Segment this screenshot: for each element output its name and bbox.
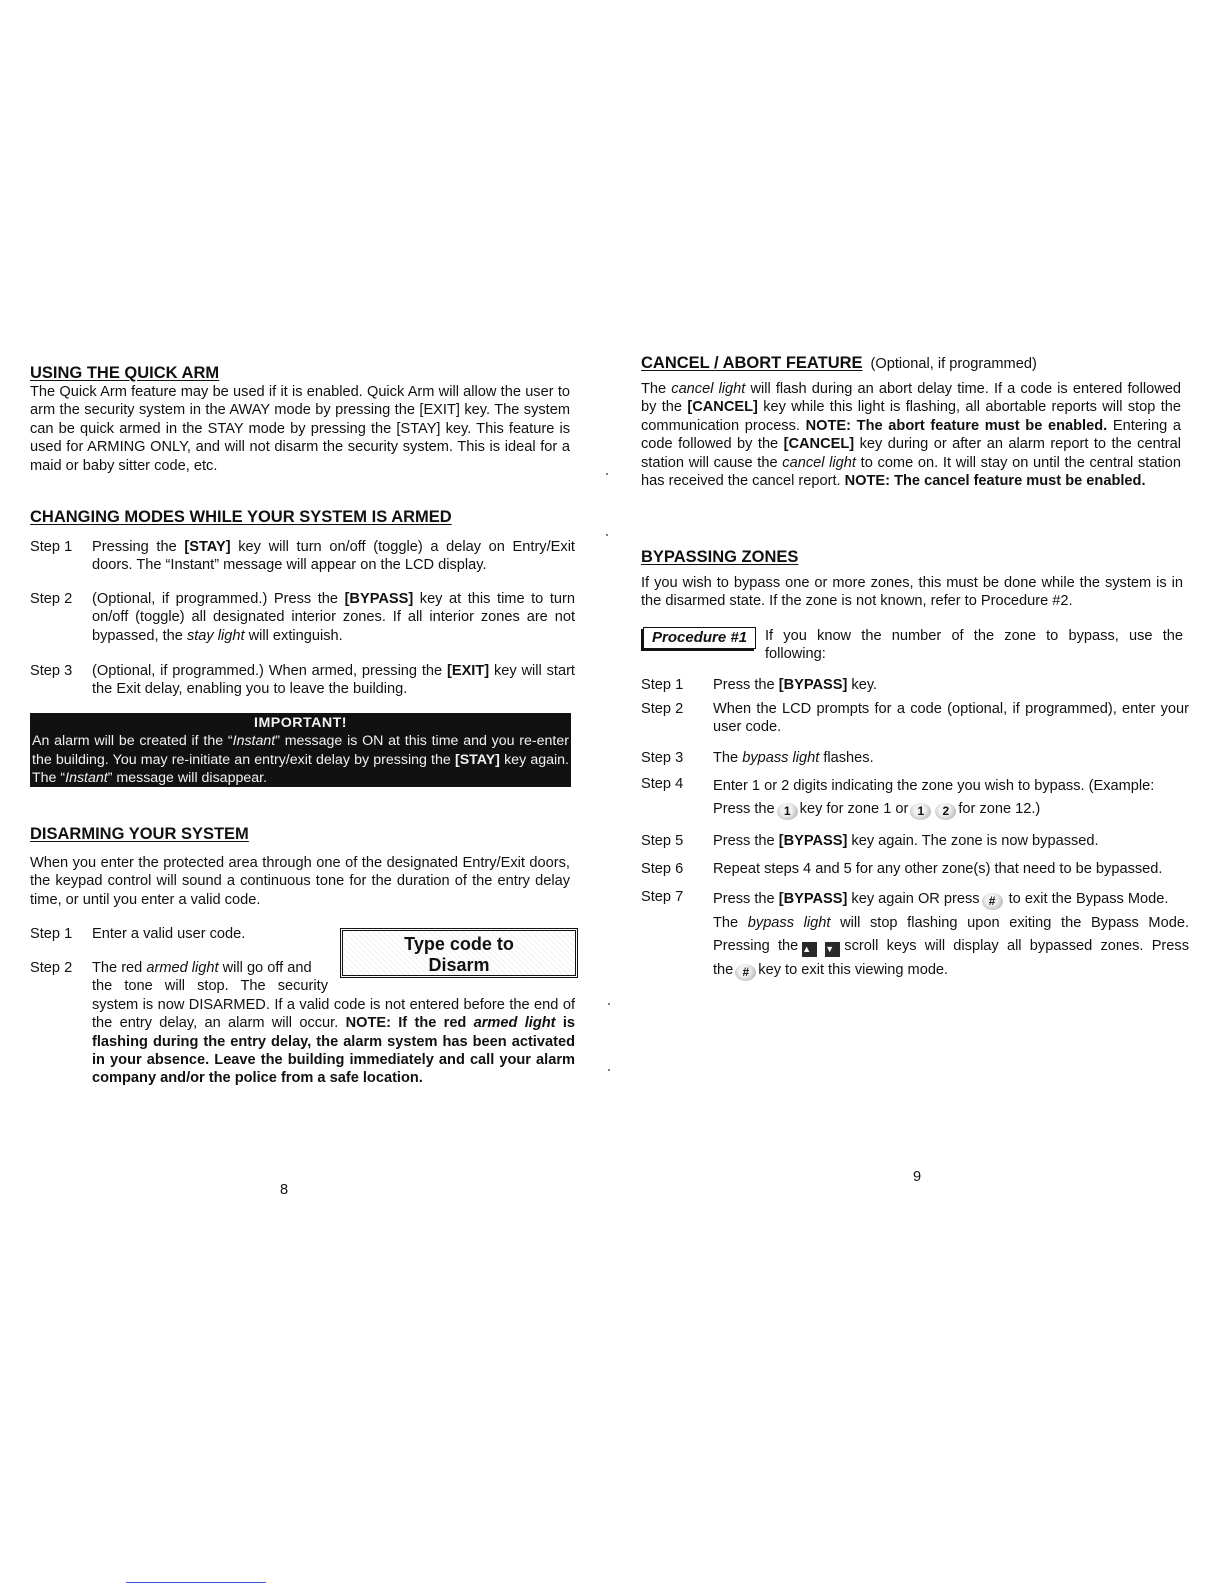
step-text: When the LCD prompts for a code (optional, if programmed), enter your user code.: [713, 701, 1189, 736]
procedure-1-label-box: [643, 627, 756, 649]
body-text: will flash during an abort delay time. If a code is entered followed by the: [641, 381, 1181, 416]
scan-speck: [608, 1069, 610, 1071]
changing-step-3: [30, 662, 575, 699]
step-label: Step 2: [30, 960, 73, 976]
instant-ref: Instant: [65, 770, 108, 787]
step-text: will stop flashing upon exiting the Bypass Mode.: [830, 914, 1189, 931]
step-text: Pressing the: [713, 938, 799, 954]
cancel-abort-body: [641, 380, 1181, 490]
procedure-text: following:: [765, 646, 826, 663]
scan-edge-line: [126, 1582, 266, 1583]
quick-arm-heading: USING THE QUICK ARM: [30, 364, 220, 382]
bypass-light-ref: bypass light: [742, 750, 820, 766]
scroll-down-icon: ▼: [825, 942, 840, 957]
changing-step-2: [30, 590, 575, 645]
step-text: for zone 12.): [958, 801, 1041, 817]
step-text: system is now DISARMED. If a valid code is not entered before the end of the entry delay, an alarm will occur.: [92, 996, 575, 1032]
changing-step-1: [30, 538, 575, 575]
step-label: Step 5: [641, 833, 684, 849]
body-text: The: [641, 381, 672, 397]
important-body: [32, 732, 569, 787]
body-text: Entering a code followed by the: [641, 417, 1181, 453]
step-text: Pressing the: [92, 539, 185, 555]
cancel-key-ref: [CANCEL]: [687, 399, 758, 416]
bypass-key-ref: [BYPASS]: [344, 591, 414, 607]
step-label: Step 7: [641, 889, 684, 905]
note-text: NOTE: The cancel feature must be enabled.: [844, 473, 1146, 490]
step-text: will go off and: [218, 960, 312, 976]
scan-speck: [606, 473, 608, 475]
disarming-step-2: [30, 959, 575, 1088]
step-text: key at this time to turn on/off (toggle) all designated interior zones. If all interior zones are not bypassed, the: [92, 591, 576, 644]
step-text: (Optional, if programmed.) Press the: [92, 591, 345, 607]
step-text: will extinguish.: [244, 627, 343, 644]
step-text: key will start the Exit delay, enabling you to leave the building.: [92, 663, 575, 698]
step-label: Step 2: [30, 591, 73, 607]
bypass-light-ref: bypass light: [747, 914, 831, 931]
step-label: Step 3: [641, 750, 684, 766]
step-text: Press the: [713, 891, 779, 907]
note-text: NOTE: The abort feature must be enabled.: [805, 417, 1108, 434]
step-text: Press the: [713, 801, 775, 817]
cancel-abort-title: CANCEL / ABORT FEATURE: [641, 354, 863, 372]
important-text: An alarm will be created if the “: [32, 733, 233, 750]
body-text: key during or after an alarm report to the central station will cause the: [641, 436, 1181, 471]
cancel-light-ref: cancel light: [782, 454, 856, 471]
bypass-step-2: [641, 700, 1189, 737]
scan-speck: [608, 1003, 610, 1005]
step-label: Step 4: [641, 776, 684, 792]
disarming-heading: DISARMING YOUR SYSTEM: [30, 825, 249, 843]
bypass-step-4: [641, 775, 1189, 821]
step-text: key again OR press: [847, 891, 980, 907]
bypassing-heading: BYPASSING ZONES: [641, 548, 799, 566]
body-text: to come on. It will stay on until the central station has received the cancel report.: [641, 454, 1181, 490]
bypass-step-5: [641, 832, 1189, 850]
step-text: Press the: [713, 833, 779, 849]
step-text: key again. The zone is now bypassed.: [847, 833, 1099, 849]
lcd-line-2: Disarm: [428, 955, 490, 975]
procedure-1-label: Procedure #1: [643, 627, 756, 649]
step-label: Step 1: [30, 539, 73, 555]
step-text: (Optional, if programmed.) When armed, pressing the: [92, 663, 447, 679]
scan-speck: [606, 534, 608, 536]
procedure-text: If you know the number of the zone to bypass, use the: [765, 628, 1183, 644]
bypass-step-7: [641, 888, 1189, 982]
step-text: the: [713, 961, 734, 978]
armed-light-ref: armed light: [146, 960, 219, 976]
step-label: Step 3: [30, 663, 73, 679]
hash-key-icon: #: [735, 964, 756, 981]
body-text: key while this light is flashing, all abortable reports will stop the communication process.: [641, 399, 1182, 434]
bypass-key-ref: [BYPASS]: [778, 833, 848, 849]
changing-modes-heading: CHANGING MODES WHILE YOUR SYSTEM IS ARMED: [30, 508, 452, 526]
step-text: The red: [92, 960, 147, 976]
instant-ref: Instant: [232, 733, 276, 750]
page-number-8: 8: [280, 1182, 289, 1198]
step-text: Enter a valid user code.: [92, 926, 246, 942]
key-1-icon: 1: [910, 803, 931, 820]
step-text: the tone will stop. The security: [92, 978, 328, 995]
step-label: Step 1: [30, 926, 73, 942]
bypass-step-6: [641, 860, 1189, 878]
bypass-step-1: [641, 676, 1189, 694]
important-heading: IMPORTANT!: [254, 715, 347, 731]
step-text: flashes.: [819, 750, 874, 766]
cancel-abort-heading: [641, 354, 1037, 373]
important-notice-box: [30, 713, 571, 787]
key-1-icon: 1: [777, 803, 798, 820]
step-label: Step 2: [641, 701, 684, 717]
stay-key-ref: [STAY]: [454, 751, 500, 768]
step-4-example: [713, 798, 1189, 821]
key-2-icon: 2: [935, 803, 956, 820]
armed-light-ref: armed light: [473, 1015, 556, 1032]
step-text: Enter 1 or 2 digits indicating the zone you wish to bypass. (Example:: [713, 778, 1155, 794]
bypass-key-ref: [BYPASS]: [778, 891, 848, 907]
cancel-key-ref: [CANCEL]: [783, 436, 855, 453]
note-text: is flashing during the entry delay, the alarm system has been activated in your absence. Leave the building immediately and call your alarm company and/or the police from a safe location.: [92, 1015, 576, 1087]
procedure-1-intro: [765, 627, 1183, 664]
step-text: to exit the Bypass Mode.: [1004, 891, 1169, 907]
step-text: The: [713, 914, 748, 931]
stay-key-ref: [STAY]: [184, 539, 231, 555]
important-text: key again. The “: [32, 751, 569, 787]
step-text: key for zone 1 or: [799, 801, 909, 817]
bypass-step-3: [641, 749, 1189, 767]
page-number-9: 9: [913, 1169, 922, 1185]
quick-arm-body: The Quick Arm feature may be used if it is enabled. Quick Arm will allow the user to arm the security system in the AWAY mode by pressing the [EXIT] key. The system can be quick armed in the STAY mode by pressing the [STAY] key. This feature is used for ARMING ONLY, and will not disarm the security system. This is ideal for a maid or baby sitter code, etc.: [30, 384, 570, 474]
left-page: [30, 0, 575, 1585]
step-text: scroll keys will display all bypassed zones. Press: [844, 938, 1189, 954]
exit-key-ref: [EXIT]: [446, 663, 490, 679]
important-text: ” message will disappear.: [107, 770, 268, 787]
cancel-light-ref: cancel light: [671, 381, 746, 397]
disarming-body: When you enter the protected area through one of the designated Entry/Exit doors, the keypad control will sound a continuous tone for the duration of the entry delay time, or until you enter a valid code.: [30, 855, 570, 908]
step-text: key.: [847, 677, 878, 693]
step-text: Repeat steps 4 and 5 for any other zone(s) that need to be bypassed.: [713, 861, 1163, 877]
note-text: NOTE: If the red: [345, 1015, 474, 1032]
step-text: Press the: [713, 677, 779, 693]
right-page: [641, 0, 1189, 1585]
cancel-abort-note: (Optional, if programmed): [870, 356, 1037, 372]
step-label: Step 6: [641, 861, 684, 877]
stay-light-ref: stay light: [186, 627, 245, 644]
scroll-up-icon: ▲: [802, 942, 817, 957]
hash-key-icon: #: [982, 893, 1003, 910]
lcd-line-1: Type code to: [404, 934, 514, 954]
step-label: Step 1: [641, 677, 684, 693]
step-text: key will turn on/off (toggle) a delay on Entry/Exit doors. The “Instant” message will appear on the LCD display.: [92, 539, 575, 574]
step-text: The: [713, 750, 743, 766]
bypassing-body: If you wish to bypass one or more zones, this must be done while the system is in the disarmed state. If the zone is not known, refer to Procedure #2.: [641, 575, 1183, 610]
step-text: key to exit this viewing mode.: [758, 961, 949, 978]
important-text: ” message is ON at this time and you re-enter the building. You may re-initiate an entry/exit delay by pressing the: [32, 733, 569, 768]
bypass-key-ref: [BYPASS]: [778, 677, 848, 693]
